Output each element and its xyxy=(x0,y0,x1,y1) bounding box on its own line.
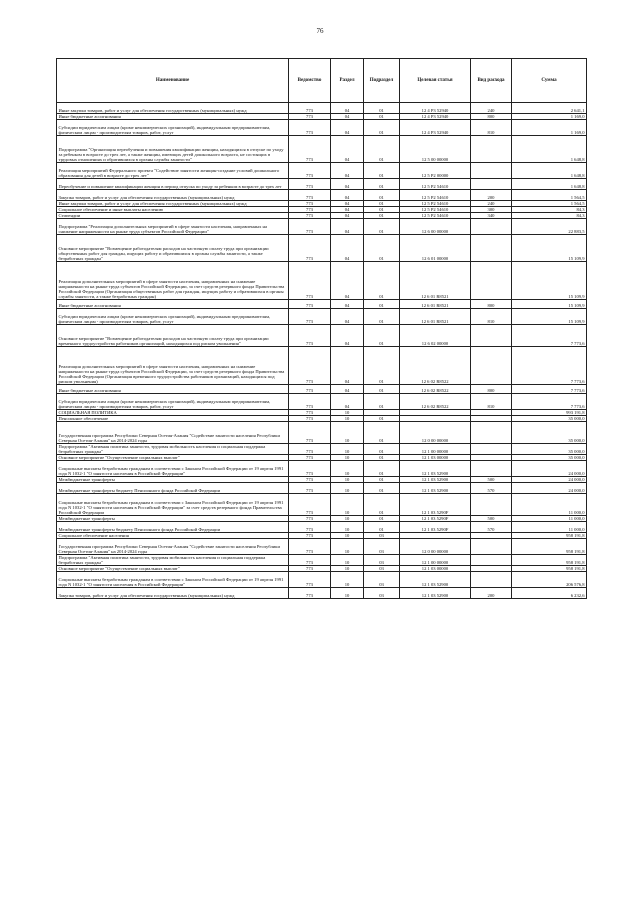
row-department: 773 xyxy=(289,103,331,114)
row-department: 773 xyxy=(289,235,331,262)
row-section: 04 xyxy=(331,163,364,179)
row-target-article: 12 6 02 R8522 xyxy=(400,347,471,385)
table-row xyxy=(57,325,587,347)
row-expense-type: 340 xyxy=(471,213,512,219)
row-section: 04 xyxy=(331,179,364,190)
row-expense-type: 500 xyxy=(471,477,512,483)
row-name: Государственная программа Республики Северная Осетия-Алания "Содействие занятости населения Республики Северная Осетия-Алания" на 2014-2024 годы xyxy=(57,422,289,444)
row-target-article: 12 1 00 00000 xyxy=(400,444,471,455)
table-row xyxy=(57,494,587,516)
row-amount: 206 576,8 xyxy=(512,572,587,588)
row-name: Социальные выплаты безработным гражданам в соответствии с Законом Российской Федерации от 19 апреля 1991 года N 1032-1 "О занятости населения в Российской Федерации" xyxy=(57,572,289,588)
row-amount: 35 000,0 xyxy=(512,455,587,461)
row-department: 773 xyxy=(289,455,331,461)
table-row xyxy=(57,219,587,235)
row-expense-type: 800 xyxy=(471,300,512,309)
row-department: 773 xyxy=(289,394,331,410)
row-amount: 15 109,9 xyxy=(512,300,587,309)
row-target-article: 12 1 03 52900 xyxy=(400,483,471,494)
table-row xyxy=(57,522,587,533)
row-subsection: 01 xyxy=(364,385,400,394)
row-section: 10 xyxy=(331,533,364,539)
row-subsection: 03 xyxy=(364,588,400,599)
row-section: 10 xyxy=(331,572,364,588)
row-target-article: 12 1 03 52900 xyxy=(400,588,471,599)
row-section: 04 xyxy=(331,190,364,201)
row-department: 773 xyxy=(289,347,331,385)
row-amount: 11 000,0 xyxy=(512,522,587,533)
row-department: 773 xyxy=(289,163,331,179)
row-department: 773 xyxy=(289,136,331,163)
row-name: Межбюджетные трансферты бюджету Пенсионного фонда Российской Федерации xyxy=(57,483,289,494)
row-section: 10 xyxy=(331,410,364,416)
budget-table xyxy=(56,58,587,599)
row-expense-type xyxy=(471,461,512,477)
row-name: Подпрограмма "Активная политика занятости, трудовая мобильность населения и социальная поддержка безработных граждан" xyxy=(57,444,289,455)
row-name: Социальное обеспечение населения xyxy=(57,533,289,539)
row-subsection: 01 xyxy=(364,494,400,516)
row-subsection: 01 xyxy=(364,455,400,461)
row-subsection: 01 xyxy=(364,120,400,136)
row-target-article: 12 1 00 00000 xyxy=(400,555,471,566)
row-department: 773 xyxy=(289,555,331,566)
row-expense-type xyxy=(471,444,512,455)
row-name: Переобучение и повышение квалификации женщин в период отпуска по уходу за ребенком в возрасте до трех лет xyxy=(57,179,289,190)
row-amount: 84,3 xyxy=(512,213,587,219)
row-section: 10 xyxy=(331,477,364,483)
table-row xyxy=(57,588,587,599)
row-name: Иные закупки товаров, работ и услуг для обеспечения государственных (муниципальных) нужд xyxy=(57,201,289,207)
row-amount: 993 191,8 xyxy=(512,410,587,416)
row-section: 04 xyxy=(331,219,364,235)
row-expense-type: 570 xyxy=(471,483,512,494)
row-subsection: 01 xyxy=(364,219,400,235)
row-subsection: 01 xyxy=(364,136,400,163)
row-target-article: 12 1 03 52900 xyxy=(400,572,471,588)
row-subsection: 01 xyxy=(364,444,400,455)
row-amount: 1 564,5 xyxy=(512,190,587,201)
row-target-article: 12 0 00 00000 xyxy=(400,539,471,555)
row-expense-type xyxy=(471,235,512,262)
row-department: 773 xyxy=(289,309,331,325)
row-expense-type xyxy=(471,219,512,235)
row-name: Реализация дополнительных мероприятий в сфере занятости населения, направленных на снижение напряженности на рынке труда субъектов Российской Федерации, за счет средств резервного фонда Правительства Российской Федерации (Организация временного трудоустройства работников организаций, находящихся под риском увольнения) xyxy=(57,347,289,385)
row-target-article: 12 5 P2 54610 xyxy=(400,213,471,219)
row-name: Подпрограмма "Реализация дополнительных мероприятий в сфере занятости населения, направленных на снижение напряженности на рынке труда субъектов Российской Федерации" xyxy=(57,219,289,235)
row-name: Субсидии юридическим лицам (кроме некоммерческих организаций), индивидуальным предпринимателям, физическим лицам - производителям товаров, работ, услуг xyxy=(57,120,289,136)
row-expense-type xyxy=(471,572,512,588)
row-subsection: 01 xyxy=(364,394,400,410)
row-section: 04 xyxy=(331,325,364,347)
row-amount: 15 109,9 xyxy=(512,235,587,262)
row-department: 773 xyxy=(289,483,331,494)
row-subsection: 01 xyxy=(364,300,400,309)
table-row xyxy=(57,235,587,262)
row-target-article: 12 5 00 00000 xyxy=(400,136,471,163)
header-section: Раздел xyxy=(331,59,364,103)
row-target-article: 12 5 P2 54610 xyxy=(400,207,471,213)
header-target-article: Целевая статья xyxy=(400,59,471,103)
row-section: 04 xyxy=(331,394,364,410)
row-section: 04 xyxy=(331,213,364,219)
row-amount: 2 641,1 xyxy=(512,103,587,114)
row-target-article: 12 6 00 00000 xyxy=(400,219,471,235)
table-row xyxy=(57,309,587,325)
row-name: Подпрограмма "Организация переобучения и повышения квалификации женщин, находящихся в отпуске по уходу за ребенком в возрасте до трех лет, а также женщин, имеющих детей дошкольного возраста, не состоящих в трудовых отношениях и обратившихся в органы службы занятости" xyxy=(57,136,289,163)
table-row xyxy=(57,262,587,300)
row-amount: 7 773,6 xyxy=(512,347,587,385)
row-name: Закупка товаров, работ и услуг для обеспечения государственных (муниципальных) нужд xyxy=(57,588,289,599)
row-name: Межбюджетные трансферты бюджету Пенсионного фонда Российской Федерации xyxy=(57,522,289,533)
row-section: 04 xyxy=(331,235,364,262)
row-section: 10 xyxy=(331,588,364,599)
row-subsection: 01 xyxy=(364,190,400,201)
row-target-article: 12 1 03 5290F xyxy=(400,516,471,522)
row-target-article: 12 1 03 5290F xyxy=(400,494,471,516)
row-section: 04 xyxy=(331,347,364,385)
row-target-article: 12 6 01 R8521 xyxy=(400,309,471,325)
row-section: 10 xyxy=(331,566,364,572)
row-expense-type: 500 xyxy=(471,516,512,522)
row-amount: 24 000,0 xyxy=(512,483,587,494)
row-name: Реализация мероприятий Федерального проекта "Содействие занятости женщин-создание условий дошкольного образования для детей в возрасте до трех лет" xyxy=(57,163,289,179)
row-name: Субсидии юридическим лицам (кроме некоммерческих организаций), индивидуальным предпринимателям, физическим лицам - производителям товаров, работ, услуг xyxy=(57,394,289,410)
row-name: Межбюджетные трансферты xyxy=(57,477,289,483)
row-department: 773 xyxy=(289,300,331,309)
row-target-article: 12 6 01 R8521 xyxy=(400,262,471,300)
row-section: 04 xyxy=(331,120,364,136)
row-department: 773 xyxy=(289,572,331,588)
row-name: Субсидии юридическим лицам (кроме некоммерческих организаций), индивидуальным предпринимателям, физическим лицам - производителям товаров, работ, услуг xyxy=(57,309,289,325)
table-row xyxy=(57,422,587,444)
row-target-article: 12 1 03 52900 xyxy=(400,477,471,483)
row-target-article: 12 4 P3 52940 xyxy=(400,120,471,136)
row-department: 773 xyxy=(289,190,331,201)
row-section: 10 xyxy=(331,555,364,566)
row-subsection: 01 xyxy=(364,416,400,422)
row-expense-type: 200 xyxy=(471,190,512,201)
row-expense-type: 200 xyxy=(471,588,512,599)
row-target-article: 12 4 P3 52940 xyxy=(400,114,471,120)
row-section: 04 xyxy=(331,103,364,114)
row-name: Иные бюджетные ассигнования xyxy=(57,385,289,394)
row-name: СОЦИАЛЬНАЯ ПОЛИТИКА xyxy=(57,410,289,416)
row-name: Основное мероприятие "Осуществление социальных выплат" xyxy=(57,566,289,572)
table-header-row xyxy=(57,59,587,103)
row-amount: 6 232,6 xyxy=(512,588,587,599)
row-name: Пенсионное обеспечение xyxy=(57,416,289,422)
row-department: 773 xyxy=(289,385,331,394)
row-subsection: 01 xyxy=(364,461,400,477)
row-department: 773 xyxy=(289,416,331,422)
row-amount: 35 000,0 xyxy=(512,416,587,422)
row-department: 773 xyxy=(289,588,331,599)
row-name: Социальные выплаты безработным гражданам в соответствии с Законом Российской Федерации от 19 апреля 1991 года N 1032-1 "О занятости населения в Российской Федерации" за счет средств резервного фонда Правительства Российской Федерации xyxy=(57,494,289,516)
row-name: Иные бюджетные ассигнования xyxy=(57,114,289,120)
row-department: 773 xyxy=(289,516,331,522)
row-amount: 84,3 xyxy=(512,207,587,213)
row-subsection: 03 xyxy=(364,572,400,588)
row-department: 773 xyxy=(289,207,331,213)
row-amount: 1 564,5 xyxy=(512,201,587,207)
table-row xyxy=(57,120,587,136)
row-section: 10 xyxy=(331,461,364,477)
row-name: Социальные выплаты безработным гражданам в соответствии с Законом Российской Федерации от 19 апреля 1991 года N 1032-1 "О занятости населения в Российской Федерации" xyxy=(57,461,289,477)
row-amount: 7 773,6 xyxy=(512,394,587,410)
row-subsection: 01 xyxy=(364,483,400,494)
row-expense-type: 810 xyxy=(471,120,512,136)
row-target-article: 12 5 P2 54610 xyxy=(400,179,471,190)
row-name: Закупка товаров, работ и услуг для обеспечения государственных (муниципальных) нужд xyxy=(57,190,289,201)
row-name: Основное мероприятие "Возмещение работодателям расходов на частичную оплату труда при организации общественных работ для граждан, ищущих работу и обратившихся в органы службы занятости, а также безработных граждан" xyxy=(57,235,289,262)
row-amount: 1 169,0 xyxy=(512,114,587,120)
table-row xyxy=(57,300,587,309)
row-subsection: 01 xyxy=(364,325,400,347)
row-section: 04 xyxy=(331,309,364,325)
row-department: 773 xyxy=(289,114,331,120)
row-name: Иные бюджетные ассигнования xyxy=(57,300,289,309)
row-section: 04 xyxy=(331,114,364,120)
table-row xyxy=(57,539,587,555)
row-department: 773 xyxy=(289,179,331,190)
row-target-article: 12 0 00 00000 xyxy=(400,422,471,444)
row-amount: 15 109,9 xyxy=(512,262,587,300)
row-amount: 1 169,0 xyxy=(512,120,587,136)
table-row xyxy=(57,483,587,494)
row-section: 04 xyxy=(331,207,364,213)
table-row xyxy=(57,572,587,588)
row-amount: 15 109,9 xyxy=(512,309,587,325)
row-subsection: 01 xyxy=(364,235,400,262)
row-name: Подпрограмма "Активная политика занятости, трудовая мобильность населения и социальная поддержка безработных граждан" xyxy=(57,555,289,566)
row-expense-type xyxy=(471,262,512,300)
row-subsection: 01 xyxy=(364,213,400,219)
row-name: Государственная программа Республики Северная Осетия-Алания "Содействие занятости населения Республики Северная Осетия-Алания" на 2014-2024 годы xyxy=(57,539,289,555)
row-name: Реализация дополнительных мероприятий в сфере занятости населения, направленных на снижение напряженности на рынке труда субъектов Российской Федерации, за счет средств резервного фонда Правительства Российской Федерации (Организация общественных работ для граждан, ищущих работу и обратившихся в органы службы занятости, а также безработных граждан) xyxy=(57,262,289,300)
row-subsection: 03 xyxy=(364,555,400,566)
row-amount: 24 000,0 xyxy=(512,461,587,477)
row-amount: 958 191,8 xyxy=(512,539,587,555)
row-department: 773 xyxy=(289,213,331,219)
row-amount: 11 000,0 xyxy=(512,494,587,516)
row-amount: 11 000,0 xyxy=(512,516,587,522)
row-target-article: 12 5 P2 00000 xyxy=(400,163,471,179)
row-expense-type xyxy=(471,163,512,179)
table-row xyxy=(57,103,587,114)
row-amount: 35 000,0 xyxy=(512,422,587,444)
row-expense-type xyxy=(471,555,512,566)
header-subsection: Подраздел xyxy=(364,59,400,103)
row-expense-type: 800 xyxy=(471,114,512,120)
row-subsection: 01 xyxy=(364,522,400,533)
row-department: 773 xyxy=(289,262,331,300)
row-expense-type xyxy=(471,422,512,444)
row-target-article: 12 1 03 00000 xyxy=(400,455,471,461)
row-department: 773 xyxy=(289,461,331,477)
row-department: 773 xyxy=(289,422,331,444)
row-name: Межбюджетные трансферты xyxy=(57,516,289,522)
row-section: 04 xyxy=(331,262,364,300)
row-section: 10 xyxy=(331,516,364,522)
header-amount: Сумма xyxy=(512,59,587,103)
row-department: 773 xyxy=(289,539,331,555)
row-amount: 1 648,8 xyxy=(512,136,587,163)
table-row xyxy=(57,136,587,163)
row-section: 10 xyxy=(331,522,364,533)
row-amount: 958 191,8 xyxy=(512,533,587,539)
row-department: 773 xyxy=(289,120,331,136)
row-section: 04 xyxy=(331,136,364,163)
row-expense-type: 810 xyxy=(471,394,512,410)
row-section: 04 xyxy=(331,385,364,394)
row-target-article: 12 1 03 52900 xyxy=(400,461,471,477)
row-section: 10 xyxy=(331,539,364,555)
row-expense-type: 570 xyxy=(471,522,512,533)
row-section: 10 xyxy=(331,494,364,516)
row-subsection: 03 xyxy=(364,533,400,539)
row-department: 773 xyxy=(289,522,331,533)
row-target-article: 12 6 02 R8522 xyxy=(400,394,471,410)
table-row xyxy=(57,385,587,394)
row-subsection: 01 xyxy=(364,207,400,213)
row-department: 773 xyxy=(289,325,331,347)
row-subsection: 01 xyxy=(364,163,400,179)
row-subsection: 01 xyxy=(364,347,400,385)
row-subsection: 01 xyxy=(364,103,400,114)
row-department: 773 xyxy=(289,201,331,207)
header-expense-type: Вид расхода xyxy=(471,59,512,103)
row-section: 10 xyxy=(331,422,364,444)
row-expense-type: 810 xyxy=(471,309,512,325)
row-target-article: 12 6 02 R8522 xyxy=(400,385,471,394)
row-name: Основное мероприятие "Возмещение работодателям расходов на частичную оплату труда при организации временного трудоустройства работников организаций, находящихся под риском увольнения" xyxy=(57,325,289,347)
row-department: 773 xyxy=(289,444,331,455)
row-section: 04 xyxy=(331,201,364,207)
row-expense-type xyxy=(471,539,512,555)
table-row xyxy=(57,190,587,201)
row-department: 773 xyxy=(289,477,331,483)
row-amount: 958 191,8 xyxy=(512,566,587,572)
row-subsection: 01 xyxy=(364,262,400,300)
row-section: 10 xyxy=(331,483,364,494)
row-amount: 7 773,6 xyxy=(512,385,587,394)
table-row xyxy=(57,163,587,179)
row-target-article: 12 6 02 00000 xyxy=(400,325,471,347)
row-section: 10 xyxy=(331,444,364,455)
row-expense-type xyxy=(471,347,512,385)
header-name: Наименование xyxy=(57,59,289,103)
row-department: 773 xyxy=(289,566,331,572)
table-row xyxy=(57,444,587,455)
row-section: 10 xyxy=(331,455,364,461)
row-expense-type: 240 xyxy=(471,201,512,207)
row-subsection: 01 xyxy=(364,516,400,522)
row-subsection: 01 xyxy=(364,114,400,120)
row-subsection: 01 xyxy=(364,179,400,190)
row-expense-type xyxy=(471,179,512,190)
row-target-article: 12 6 01 00000 xyxy=(400,235,471,262)
row-subsection: 03 xyxy=(364,566,400,572)
row-target-article: 12 5 P2 54610 xyxy=(400,201,471,207)
row-name: Основное мероприятие "Осуществление социальных выплат" xyxy=(57,455,289,461)
row-subsection: 01 xyxy=(364,201,400,207)
row-amount: 958 191,8 xyxy=(512,555,587,566)
row-department: 773 xyxy=(289,494,331,516)
row-target-article: 12 1 03 5290F xyxy=(400,522,471,533)
row-subsection: 03 xyxy=(364,539,400,555)
row-expense-type xyxy=(471,494,512,516)
row-subsection: 01 xyxy=(364,309,400,325)
row-section: 10 xyxy=(331,416,364,422)
row-target-article: 12 6 01 R8521 xyxy=(400,300,471,309)
row-expense-type xyxy=(471,325,512,347)
row-amount: 22 883,5 xyxy=(512,219,587,235)
row-department: 773 xyxy=(289,533,331,539)
row-amount: 1 648,8 xyxy=(512,163,587,179)
row-subsection: 01 xyxy=(364,422,400,444)
table-row xyxy=(57,394,587,410)
row-section: 04 xyxy=(331,300,364,309)
row-expense-type: 300 xyxy=(471,207,512,213)
row-expense-type: 240 xyxy=(471,103,512,114)
row-target-article: 12 5 P2 54610 xyxy=(400,190,471,201)
header-department: Ведомство xyxy=(289,59,331,103)
table-row xyxy=(57,461,587,477)
page-number: 76 xyxy=(316,27,324,35)
row-name: Стипендии xyxy=(57,213,289,219)
table-row xyxy=(57,179,587,190)
row-name: Иные закупки товаров, работ и услуг для обеспечения государственных (муниципальных) нужд xyxy=(57,103,289,114)
row-amount: 1 648,8 xyxy=(512,179,587,190)
row-amount: 24 000,0 xyxy=(512,477,587,483)
row-amount: 7 773,6 xyxy=(512,325,587,347)
row-target-article: 12 1 03 00000 xyxy=(400,566,471,572)
row-name: Социальное обеспечение и иные выплаты населению xyxy=(57,207,289,213)
row-expense-type xyxy=(471,136,512,163)
row-department: 773 xyxy=(289,410,331,416)
row-target-article: 12 4 P3 52940 xyxy=(400,103,471,114)
table-row xyxy=(57,555,587,566)
row-department: 773 xyxy=(289,219,331,235)
row-amount: 35 000,0 xyxy=(512,444,587,455)
table-row xyxy=(57,347,587,385)
row-subsection: 01 xyxy=(364,477,400,483)
row-expense-type: 800 xyxy=(471,385,512,394)
